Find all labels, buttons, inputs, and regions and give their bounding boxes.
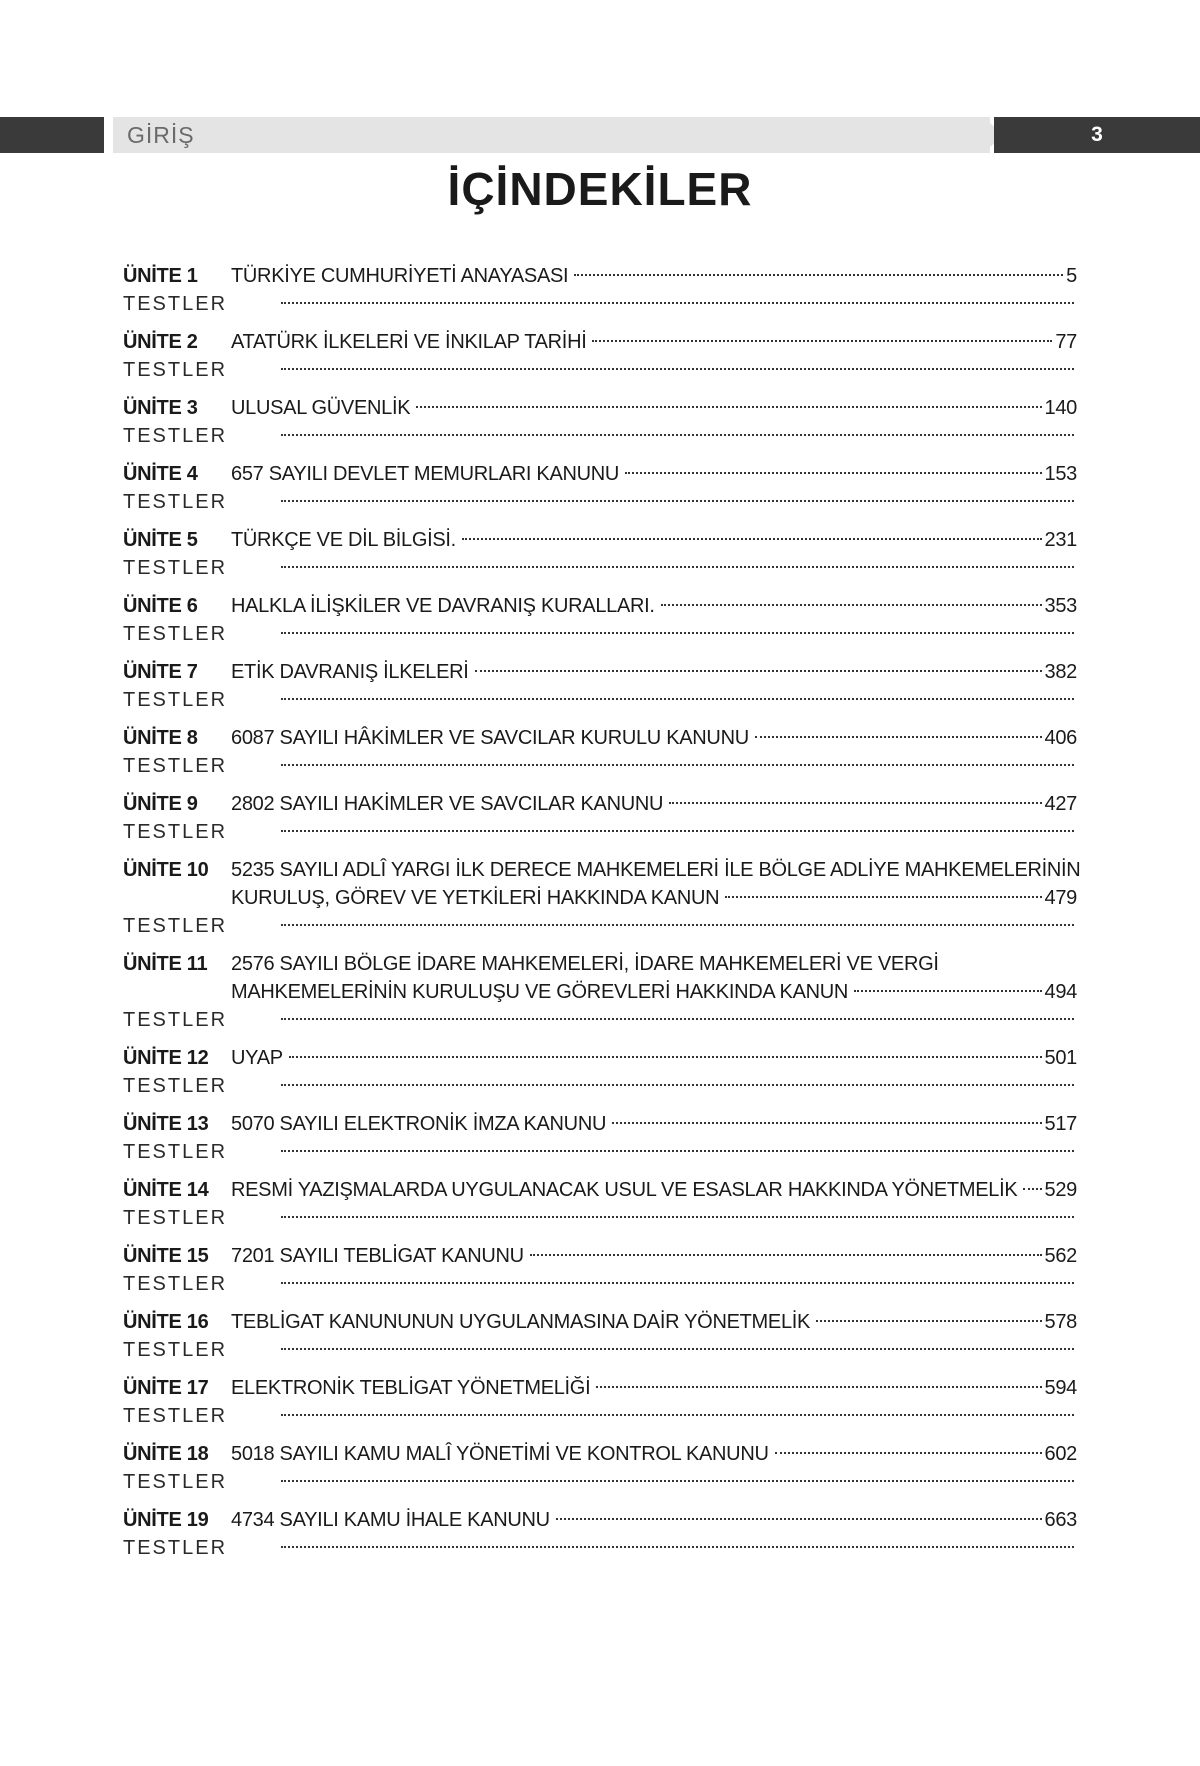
toc-entry [123, 328, 1077, 384]
unit-title: TÜRKÇE VE DİL BİLGİSİ. [231, 529, 456, 551]
toc-title-line [123, 658, 1077, 686]
dot-leader [281, 500, 1074, 502]
toc-entry [123, 1374, 1077, 1430]
toc-title-line [123, 950, 1077, 978]
dot-leader [556, 1518, 1042, 1520]
dot-leader [574, 274, 1063, 276]
unit-title: 7201 SAYILI TEBLİGAT KANUNU [231, 1245, 524, 1267]
dot-leader [416, 406, 1041, 408]
toc-entry [123, 950, 1077, 1034]
dot-leader [281, 1414, 1074, 1416]
toc-entry [123, 724, 1077, 780]
dot-leader [530, 1254, 1042, 1256]
page-ref: 578 [1044, 1311, 1077, 1333]
toc-entry [123, 658, 1077, 714]
dot-leader [775, 1452, 1042, 1454]
toc-entry [123, 1308, 1077, 1364]
dot-leader [475, 670, 1042, 672]
unit-label: ÜNİTE 8 [123, 727, 198, 749]
unit-label: ÜNİTE 7 [123, 661, 198, 683]
toc-title-line [123, 1044, 1077, 1072]
page-ref: 529 [1044, 1179, 1077, 1201]
page-ref: 494 [1044, 981, 1077, 1003]
tests-label: TESTLER [123, 1273, 228, 1295]
tests-label: TESTLER [123, 359, 228, 381]
unit-label: ÜNİTE 16 [123, 1311, 209, 1333]
tests-label: TESTLER [123, 915, 228, 937]
page-ref: 153 [1044, 463, 1077, 485]
unit-title: 4734 SAYILI KAMU İHALE KANUNU [231, 1509, 550, 1531]
unit-title: 6087 SAYILI HÂKİMLER VE SAVCILAR KURULU KANUNU [231, 727, 749, 749]
page-ref: 77 [1055, 331, 1077, 353]
tests-line [123, 752, 1077, 780]
toc-entry [123, 1110, 1077, 1166]
header-section-bar [113, 117, 990, 153]
unit-title: 5070 SAYILI ELEKTRONİK İMZA KANUNU [231, 1113, 607, 1135]
dot-leader [281, 368, 1074, 370]
unit-title: HALKLA İLİŞKİLER VE DAVRANIŞ KURALLARI. [231, 595, 655, 617]
dot-leader [281, 764, 1074, 766]
header-left-bar [0, 117, 104, 153]
page-ref: 406 [1044, 727, 1077, 749]
toc-title-line [123, 262, 1077, 290]
unit-title: 2576 SAYILI BÖLGE İDARE MAHKEMELERİ, İDARE MAHKEMELERİ VE VERGİ [231, 953, 939, 975]
toc-entry [123, 1506, 1077, 1562]
tests-label: TESTLER [123, 1009, 228, 1031]
toc-title-line [123, 526, 1077, 554]
toc-title-line [123, 328, 1077, 356]
dot-leader [816, 1320, 1041, 1322]
toc-title-line [123, 1506, 1077, 1534]
table-of-contents [123, 262, 1081, 1572]
unit-label: ÜNİTE 15 [123, 1245, 209, 1267]
unit-label: ÜNİTE 17 [123, 1377, 209, 1399]
tests-line [123, 1204, 1077, 1232]
unit-label: ÜNİTE 2 [123, 331, 198, 353]
unit-title: 5018 SAYILI KAMU MALÎ YÖNETİMİ VE KONTROL KANUNU [231, 1443, 769, 1465]
dot-leader [661, 604, 1042, 606]
toc-entry [123, 1440, 1077, 1496]
unit-label: ÜNİTE 1 [123, 265, 198, 287]
toc-entry [123, 856, 1081, 940]
tests-line [123, 818, 1077, 846]
page-ref: 479 [1044, 887, 1077, 909]
dot-leader [612, 1122, 1041, 1124]
unit-title: 657 SAYILI DEVLET MEMURLARI KANUNU [231, 463, 620, 485]
tests-line [123, 1534, 1077, 1562]
tests-line [123, 1270, 1077, 1298]
tests-line [123, 686, 1077, 714]
tests-label: TESTLER [123, 1141, 228, 1163]
unit-title: ETİK DAVRANIŞ İLKELERİ [231, 661, 469, 683]
toc-entry [123, 592, 1077, 648]
unit-title: ELEKTRONİK TEBLİGAT YÖNETMELİĞİ [231, 1377, 591, 1399]
dot-leader [281, 302, 1074, 304]
tests-label: TESTLER [123, 1339, 228, 1361]
toc-title-line [123, 1110, 1077, 1138]
unit-title: ULUSAL GÜVENLİK [231, 397, 411, 419]
page-title: İÇİNDEKİLER [447, 163, 753, 215]
dot-leader [755, 736, 1042, 738]
dot-leader [281, 566, 1074, 568]
unit-title: TÜRKİYE CUMHURİYETİ ANAYASASI [231, 265, 569, 287]
unit-label: ÜNİTE 3 [123, 397, 198, 419]
dot-leader [669, 802, 1041, 804]
tests-label: TESTLER [123, 1075, 228, 1097]
tests-line [123, 554, 1077, 582]
unit-label: ÜNİTE 6 [123, 595, 198, 617]
toc-entry [123, 262, 1077, 318]
toc-title-line [123, 1308, 1077, 1336]
unit-title: MAHKEMELERİNİN KURULUŞU VE GÖREVLERİ HAKKINDA KANUN [231, 981, 849, 1003]
unit-title: 2802 SAYILI HAKİMLER VE SAVCILAR KANUNU [231, 793, 664, 815]
unit-label: ÜNİTE 19 [123, 1509, 209, 1531]
toc-title-line [123, 1440, 1077, 1468]
unit-label: ÜNİTE 18 [123, 1443, 209, 1465]
tests-label: TESTLER [123, 491, 228, 513]
tests-label: TESTLER [123, 1405, 228, 1427]
header-section-label: GİRİŞ [127, 121, 195, 148]
page-ref: 501 [1044, 1047, 1077, 1069]
dot-leader [462, 538, 1042, 540]
dot-leader [281, 830, 1074, 832]
page-ref: 602 [1044, 1443, 1077, 1465]
dot-leader [281, 632, 1074, 634]
page-ref: 663 [1044, 1509, 1077, 1531]
tests-label: TESTLER [123, 821, 228, 843]
unit-label: ÜNİTE 5 [123, 529, 198, 551]
toc-title-line [123, 1374, 1077, 1402]
toc-title-line [123, 394, 1077, 422]
toc-entry [123, 526, 1077, 582]
toc-title-line [123, 1242, 1077, 1270]
dot-leader [281, 924, 1074, 926]
page-number: 3 [1091, 123, 1103, 146]
dot-leader [281, 1216, 1074, 1218]
unit-label: ÜNİTE 9 [123, 793, 198, 815]
unit-label: ÜNİTE 10 [123, 859, 209, 881]
page-ref: 562 [1044, 1245, 1077, 1267]
dot-leader [281, 434, 1074, 436]
page-ref: 231 [1044, 529, 1077, 551]
dot-leader [625, 472, 1041, 474]
tests-label: TESTLER [123, 623, 228, 645]
tests-label: TESTLER [123, 1537, 228, 1559]
dot-leader [281, 1018, 1074, 1020]
dot-leader [592, 340, 1052, 342]
page-ref: 140 [1044, 397, 1077, 419]
tests-line [123, 620, 1077, 648]
tests-label: TESTLER [123, 755, 228, 777]
tests-line [123, 1006, 1077, 1034]
unit-title: ATATÜRK İLKELERİ VE İNKILAP TARİHİ [231, 331, 587, 353]
unit-label: ÜNİTE 14 [123, 1179, 209, 1201]
page-ref: 594 [1044, 1377, 1077, 1399]
toc-entry [123, 460, 1077, 516]
header-page-bar [994, 117, 1200, 153]
tests-label: TESTLER [123, 1471, 228, 1493]
dot-leader [596, 1386, 1041, 1388]
page-ref: 427 [1044, 793, 1077, 815]
tests-line [123, 912, 1077, 940]
unit-title: TEBLİGAT KANUNUNUN UYGULANMASINA DAİR YÖNETMELİK [231, 1311, 811, 1333]
toc-title-line [123, 592, 1077, 620]
tests-line [123, 290, 1077, 318]
page-ref: 5 [1066, 265, 1077, 287]
dot-leader [281, 698, 1074, 700]
unit-label: ÜNİTE 11 [123, 953, 208, 975]
tests-line [123, 1336, 1077, 1364]
dot-leader [1023, 1188, 1041, 1190]
dot-leader [281, 1282, 1074, 1284]
tests-line [123, 488, 1077, 516]
toc-entry [123, 1242, 1077, 1298]
page-ref: 517 [1044, 1113, 1077, 1135]
unit-title: KURULUŞ, GÖREV VE YETKİLERİ HAKKINDA KANUN [231, 887, 720, 909]
dot-leader [854, 990, 1041, 992]
dot-leader [281, 1480, 1074, 1482]
dot-leader [289, 1056, 1042, 1058]
toc-title-line [123, 790, 1077, 818]
tests-line [123, 356, 1077, 384]
toc-title-line [123, 884, 1077, 912]
dot-leader [281, 1084, 1074, 1086]
dot-leader [281, 1150, 1074, 1152]
toc-title-line [123, 1176, 1077, 1204]
unit-title: UYAP [231, 1047, 283, 1069]
tests-line [123, 1468, 1077, 1496]
unit-label: ÜNİTE 4 [123, 463, 198, 485]
dot-leader [281, 1348, 1074, 1350]
unit-label: ÜNİTE 13 [123, 1113, 209, 1135]
dot-leader [725, 896, 1041, 898]
unit-title: 5235 SAYILI ADLÎ YARGI İLK DERECE MAHKEMELERİ İLE BÖLGE ADLİYE MAHKEMELERİNİN [231, 859, 1081, 881]
toc-title-line [123, 460, 1077, 488]
page-ref: 353 [1044, 595, 1077, 617]
unit-title: RESMİ YAZIŞMALARDA UYGULANACAK USUL VE ESASLAR HAKKINDA YÖNETMELİK [231, 1179, 1018, 1201]
toc-entry [123, 790, 1077, 846]
tests-line [123, 422, 1077, 450]
toc-entry [123, 1176, 1077, 1232]
tests-label: TESTLER [123, 689, 228, 711]
unit-label: ÜNİTE 12 [123, 1047, 209, 1069]
tests-label: TESTLER [123, 1207, 228, 1229]
tests-line [123, 1072, 1077, 1100]
tests-label: TESTLER [123, 557, 228, 579]
tests-label: TESTLER [123, 425, 228, 447]
toc-entry [123, 394, 1077, 450]
tests-label: TESTLER [123, 293, 228, 315]
dot-leader [281, 1546, 1074, 1548]
toc-entry [123, 1044, 1077, 1100]
toc-title-line [123, 856, 1081, 884]
tests-line [123, 1402, 1077, 1430]
toc-title-line [123, 978, 1077, 1006]
page-ref: 382 [1044, 661, 1077, 683]
tests-line [123, 1138, 1077, 1166]
toc-title-line [123, 724, 1077, 752]
